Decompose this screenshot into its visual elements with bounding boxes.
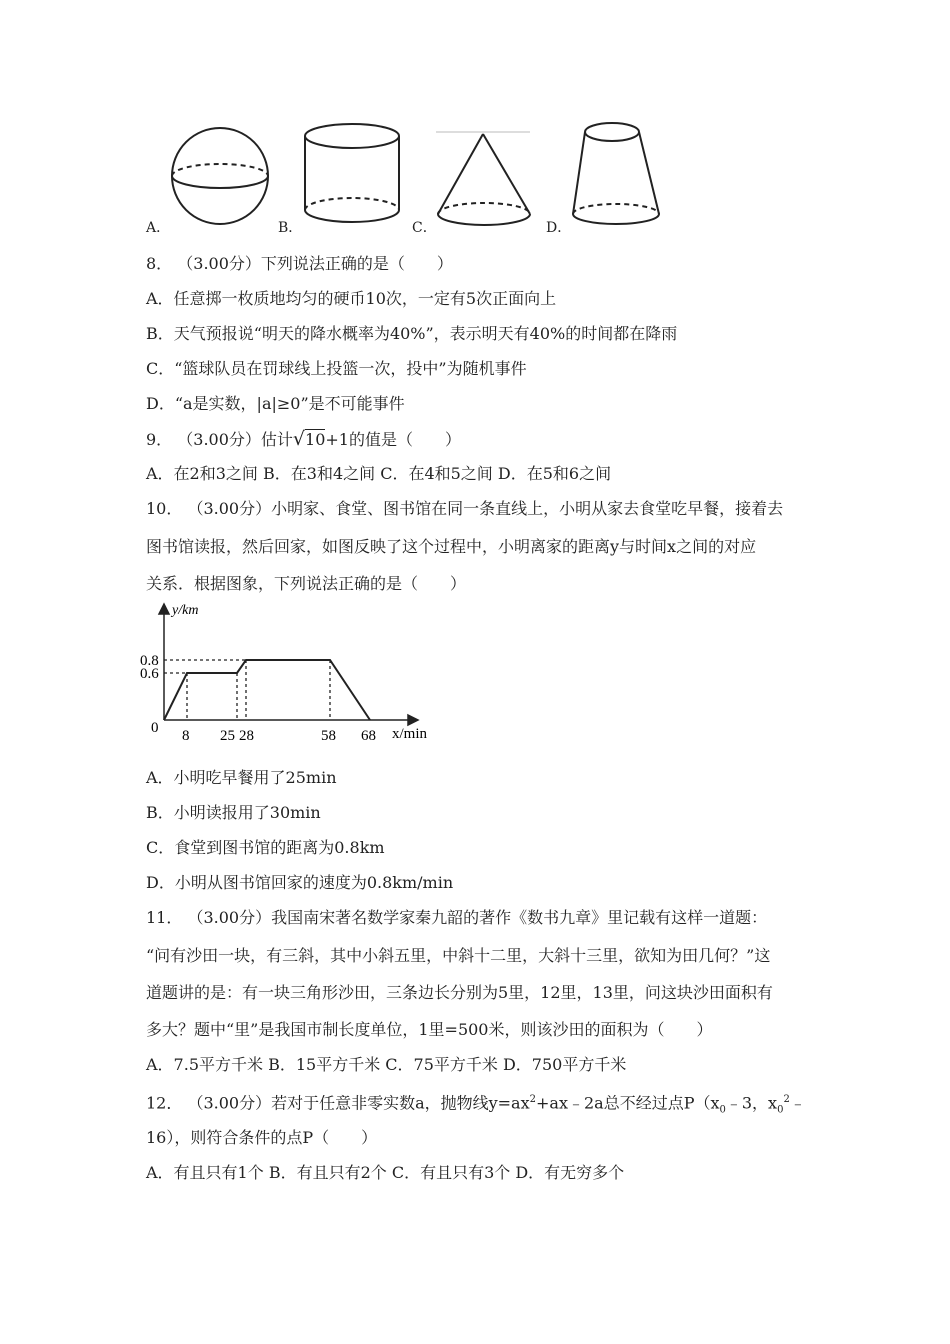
question-10-option-d: D．小明从图书馆回家的速度为0.8km/min: [146, 873, 454, 892]
question-10-line-3: 关系．根据图象，下列说法正确的是（ ）: [146, 574, 467, 593]
question-9-prefix: 9． （3.00分）估计: [146, 430, 293, 449]
question-11-line-3: 道题讲的是：有一块三角形沙田，三条边长分别为5里，12里，13里，问这块沙田面积有: [146, 983, 773, 1002]
exponent: 2: [529, 1094, 536, 1105]
subscript: 0: [719, 1104, 726, 1116]
question-10-option-a: A．小明吃早餐用了25min: [146, 768, 337, 787]
question-12-part: ﹣3，x: [725, 1093, 778, 1113]
option-label-c: C．: [412, 220, 437, 236]
question-8-stem: 8． （3.00分）下列说法正确的是（ ）: [146, 254, 453, 273]
radicand: 10: [305, 430, 326, 449]
question-9-suffix: +1的值是（ ）: [325, 430, 461, 449]
question-12-line-1: [146, 1090, 806, 1121]
question-8-option-c: C．“篮球队员在罚球线上投篮一次，投中”为随机事件: [146, 359, 527, 378]
x-tick-label: 68: [361, 728, 376, 744]
question-11-line-1: 11． （3.00分）我国南宋著名数学家秦九韶的著作《数书九章》里记载有这样一道题：: [146, 908, 768, 927]
x-tick-label: 8: [182, 728, 190, 744]
question-10-option-c: C．食堂到图书馆的距离为0.8km: [146, 838, 385, 857]
x-axis-label: x/min: [392, 726, 428, 742]
question-9-options: A．在2和3之间 B．在3和4之间 C．在4和5之间 D．在5和6之间: [146, 464, 612, 483]
origin-label: 0: [151, 720, 159, 736]
question-11-options: A．7.5平方千米 B．15平方千米 C．75平方千米 D．750平方千米: [146, 1055, 627, 1074]
frustum-figure: [573, 123, 659, 224]
distance-time-graph: [140, 598, 440, 748]
question-8-option-d: D．“a是实数，|a|≥0”是不可能事件: [146, 394, 405, 413]
x-tick-label: 58: [321, 728, 336, 744]
subscript: 0: [777, 1104, 784, 1116]
question-8-option-b: B．天气预报说“明天的降水概率为40%”，表示明天有40%的时间都在降雨: [146, 324, 678, 343]
question-8-option-a: A．任意掷一枚质地均匀的硬币10次，一定有5次正面向上: [146, 289, 557, 308]
sphere-figure: [172, 128, 268, 224]
option-label-a: A．: [146, 220, 171, 236]
question-10-option-b: B．小明读报用了30min: [146, 803, 321, 822]
y-tick-label: 0.6: [140, 666, 159, 682]
option-label-b: B．: [278, 220, 303, 236]
question-12-part: ﹣: [789, 1093, 806, 1113]
question-12-options: A．有且只有1个 B．有且只有2个 C．有且只有3个 D．有无穷多个: [146, 1163, 625, 1182]
sqrt-symbol: √: [292, 428, 306, 450]
question-11-line-2: “问有沙田一块，有三斜，其中小斜五里，中斜十二里，大斜十三里，欲知为田几何？”这: [146, 946, 771, 965]
cone-figure: [436, 132, 530, 225]
question-12-part: +ax﹣2a总不经过点P（x: [536, 1093, 720, 1113]
x-tick-label: 28: [239, 728, 254, 744]
question-11-line-4: 多大？题中“里”是我国市制长度单位，1里=500米，则该沙田的面积为（ ）: [146, 1020, 713, 1039]
question-12-line-2: 16），则符合条件的点P（ ）: [146, 1128, 378, 1147]
x-axis-arrow: [408, 715, 418, 725]
x-tick-label: 25: [220, 728, 235, 744]
cylinder-figure: [305, 124, 399, 222]
y-axis-label: y/km: [172, 603, 199, 618]
question-12-part: 12． （3.00分）若对于任意非零实数a，抛物线y=ax: [146, 1093, 530, 1113]
question-10-line-2: 图书馆读报，然后回家，如图反映了这个过程中，小明离家的距离y与时间x之间的对应: [146, 537, 757, 556]
distance-curve: [164, 660, 370, 720]
y-tick-label: 0.8: [140, 653, 159, 669]
question-9-stem: [146, 429, 461, 450]
y-axis-arrow: [159, 604, 169, 614]
exponent: 2: [783, 1094, 790, 1105]
solids-figure: [140, 118, 680, 240]
option-label-d: D．: [546, 220, 572, 236]
question-10-line-1: 10． （3.00分）小明家、食堂、图书馆在同一条直线上，小明从家去食堂吃早餐，接着去: [146, 499, 784, 518]
